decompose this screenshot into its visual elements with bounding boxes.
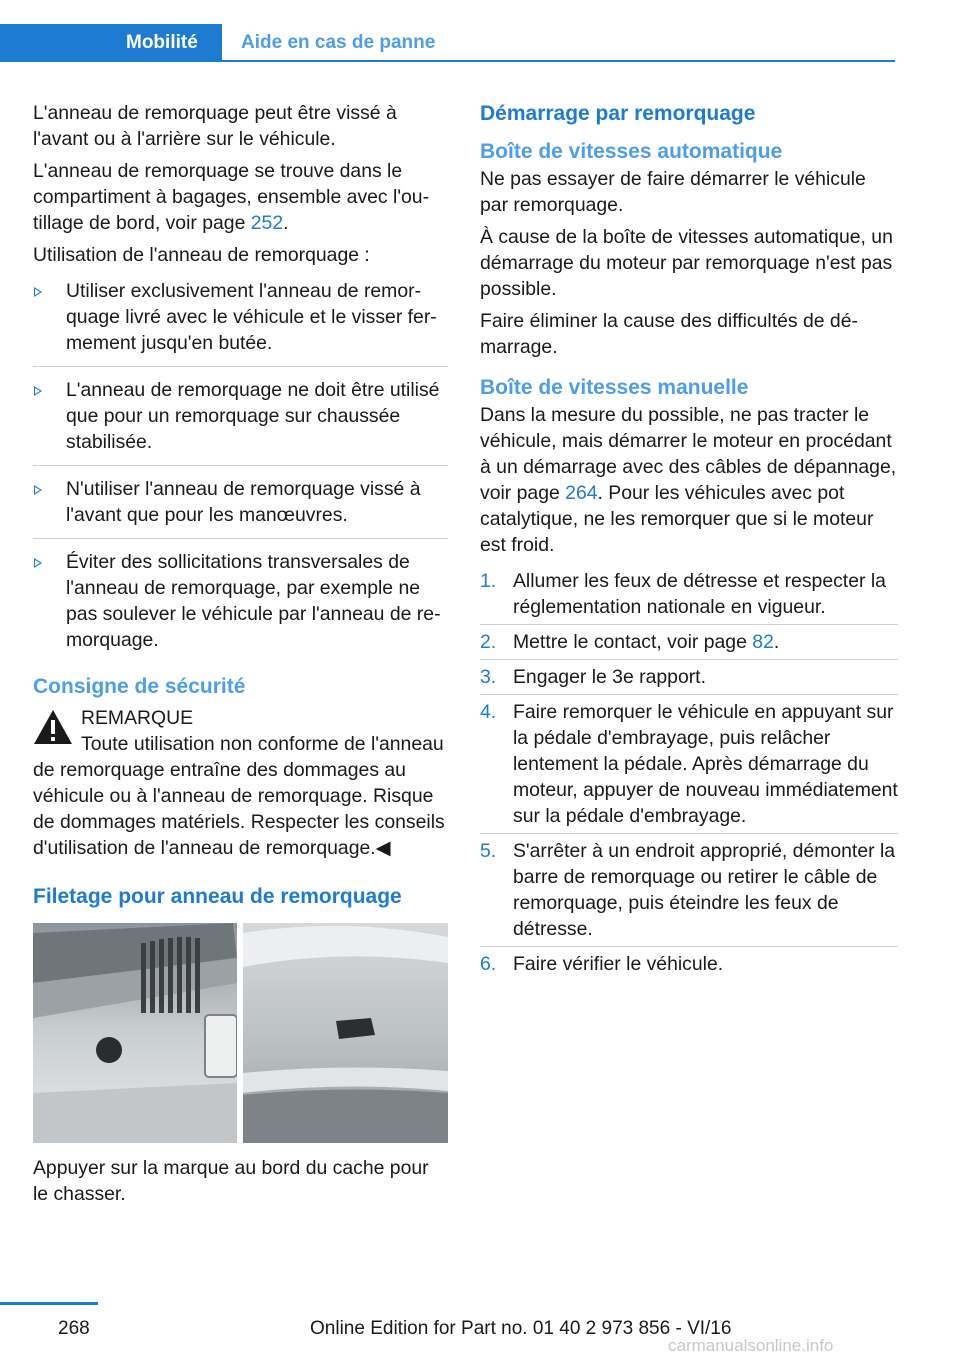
usage-bullet-list <box>33 278 448 663</box>
step-text: S'arrêter à un endroit approprié, démonter la barre de remorquage ou retirer le câble de remorquage, puis éteindre les feux de détresse. <box>513 840 896 940</box>
paragraph-text: . Pour les véhicules avec pot catalytique, ne les remorquer que si le moteur est froid. <box>480 482 874 556</box>
paragraph: L'anneau de remorquage peut être vissé à l'avant ou à l'arrière sur le véhicule. <box>33 102 397 150</box>
tab-aide-en-cas-de-panne[interactable]: Aide en cas de panne <box>241 32 436 53</box>
tow-start-steps <box>480 568 898 981</box>
list-item <box>33 377 448 466</box>
page-link-264[interactable]: 264 <box>565 482 598 504</box>
step-number: 2. <box>480 631 497 653</box>
paragraph-text: Dans la mesure du possible, ne pas tracter le véhicule, mais démarrer le moteur en procédant à un démarrage avec des câbles de dépannage, voir page <box>480 404 897 504</box>
step-number: 3. <box>480 666 497 688</box>
edition-label: Online Edition for Part no. 01 40 2 973 856 - VI/16 <box>310 1318 732 1339</box>
paragraph: Ne pas essayer de faire démarrer le véhicule par remorquage. <box>480 168 866 216</box>
step-number: 1. <box>480 570 497 592</box>
page-link-252[interactable]: 252 <box>250 212 284 234</box>
list-item-text: Utiliser exclusivement l'anneau de remorquage livré avec le véhicule et le visser fermement jusqu'en butée. <box>66 280 437 354</box>
step-text: . <box>773 631 780 653</box>
safety-heading: Consigne de sécurité <box>33 675 246 698</box>
list-item-text: Éviter des sollicitations transversales de l'anneau de remorquage, par exemple ne pas soulever le véhicule par l'anneau de remorquage. <box>66 551 441 651</box>
list-item-text: N'utiliser l'anneau de remorquage vissé à l'avant que pour les manœuvres. <box>66 478 421 526</box>
list-item <box>33 476 448 539</box>
list-item <box>480 699 898 834</box>
step-number: 5. <box>480 840 497 862</box>
triangle-bullet-icon <box>34 386 42 396</box>
warning-block <box>33 705 448 861</box>
paragraph: Utilisation de l'anneau de remorquage : <box>33 244 370 266</box>
triangle-bullet-icon <box>34 287 42 297</box>
bumper-illustration <box>33 923 448 1143</box>
step-text: Faire remorquer le véhicule en appuyant sur la pédale d'embrayage, puis relâcher lentement la pédale. Après démarrage du moteur, appuyer de nouveau immédiatement sur la pédale d'embrayage. <box>513 701 898 827</box>
warning-triangle-icon <box>33 709 73 745</box>
list-item <box>480 629 898 660</box>
paragraph-text: . <box>283 212 289 234</box>
step-text: Allumer les feux de détresse et respecter la réglementation nationale en vigueur. <box>513 570 886 618</box>
right-column <box>480 100 898 985</box>
list-item <box>480 568 898 625</box>
list-item <box>33 278 448 367</box>
list-item <box>480 838 898 947</box>
list-item <box>480 664 898 695</box>
page-number: 268 <box>58 1318 90 1339</box>
tow-hook-cover-photo <box>33 923 448 1143</box>
paragraph-text: L'anneau de remorquage se trouve dans le compartiment à bagages, ensemble avec l'outillage de bord, voir page <box>33 160 430 234</box>
paragraph: Faire éliminer la cause des difficultés de démarrage. <box>480 310 858 358</box>
step-number: 4. <box>480 701 497 723</box>
thread-heading: Filetage pour anneau de remorquage <box>33 885 402 908</box>
paragraph <box>33 158 448 236</box>
automatic-transmission-heading: Boîte de vitesses automatique <box>480 140 783 163</box>
tow-start-heading: Démarrage par remorquage <box>480 102 756 125</box>
paragraph: À cause de la boîte de vitesses automatique, un démarrage du moteur par remorquage n'est pas possible. <box>480 226 893 300</box>
footer-rule <box>0 1302 98 1305</box>
chapter-header <box>0 0 895 62</box>
left-column <box>33 100 448 1213</box>
list-item <box>480 951 898 981</box>
triangle-bullet-icon <box>34 558 42 568</box>
triangle-bullet-icon <box>34 485 42 495</box>
step-text: Mettre le contact, voir page <box>513 631 753 653</box>
warning-title: REMARQUE <box>81 707 194 729</box>
list-item-text: L'anneau de remorquage ne doit être utilisé que pour un remorquage sur chaussée stabilisée. <box>66 379 440 453</box>
step-text: Engager le 3e rapport. <box>513 666 706 688</box>
warning-text: Toute utilisation non conforme de l'anneau de remorquage entraîne des dommages au véhicule ou à l'anneau de remorquage. Risque de dommages matériels. Respecter les conseils d'utilisation de l'anneau de remorquage.◀ <box>33 733 445 859</box>
step-text: Faire vérifier le véhicule. <box>513 953 724 975</box>
manual-transmission-heading: Boîte de vitesses manuelle <box>480 376 749 399</box>
tab-mobilite[interactable]: Mobilité <box>0 24 222 62</box>
page-link-82[interactable]: 82 <box>752 631 774 653</box>
watermark: carmanualsonline.info <box>668 1336 834 1355</box>
step-number: 6. <box>480 953 497 975</box>
photo-caption: Appuyer sur la marque au bord du cache pour le chasser. <box>33 1157 429 1205</box>
header-rule <box>222 60 895 62</box>
list-item <box>33 549 448 663</box>
paragraph <box>480 402 898 558</box>
